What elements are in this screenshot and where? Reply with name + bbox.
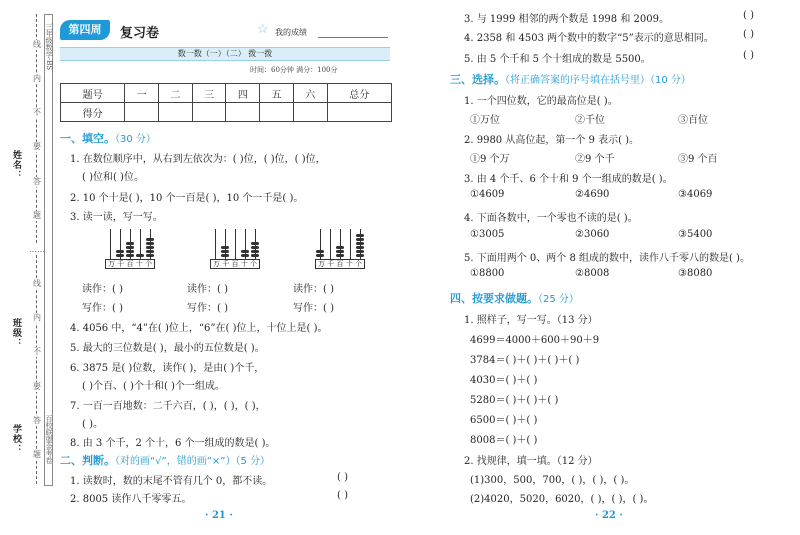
- choice-2: 2. 9980 从高位起，第一个 9 表示( )。: [464, 135, 640, 146]
- side-strip: [44, 14, 53, 486]
- table-cell: 二: [159, 84, 193, 103]
- choice-2-option-c: ③9 个百: [678, 154, 718, 165]
- cut-line-text: 线 内 不 要 答 题 …… 线 内 不 要 答 题: [29, 40, 45, 459]
- judge-1-answer[interactable]: ( ): [337, 472, 348, 483]
- abacus-row: [95, 227, 385, 272]
- choice-3-option-a: ①4609: [470, 189, 505, 200]
- read-answer-3: 读作：( ): [293, 284, 334, 295]
- section-fill-blank: 一、填空。（30 分）: [60, 132, 156, 145]
- table-cell: 三: [192, 84, 226, 103]
- table-cell: 四: [226, 84, 260, 103]
- score-cell[interactable]: [125, 103, 159, 122]
- question-4: 4. 4056 中，“4”在( )位上，“6”在( )位上，十位上是( )。: [70, 323, 328, 334]
- score-table: [60, 83, 392, 122]
- choice-1-option-b: ②千位: [575, 115, 605, 126]
- question-7a: 7. 一百一百地数：二千六百，( )，( )，( )，: [70, 401, 266, 412]
- table-cell: 六: [293, 84, 327, 103]
- table-cell: 五: [260, 84, 294, 103]
- choice-2-option-a: ①9 个万: [470, 154, 510, 165]
- task-1-line: 3784＝( )＋( )＋( )＋( ): [470, 355, 580, 366]
- score-cell[interactable]: [293, 103, 327, 122]
- choice-4-option-a: ①3005: [470, 229, 505, 240]
- score-label: 我的成绩: [275, 28, 307, 37]
- choice-2-option-b: ②9 个千: [575, 154, 615, 165]
- task-1-line: 8008＝( )＋( ): [470, 435, 538, 446]
- question-1a: 1. 在数位顺序中，从右到左依次为：( )位，( )位，( )位，: [70, 154, 326, 165]
- page-number: · 22 ·: [595, 510, 623, 521]
- class-label: 班级：: [11, 318, 21, 348]
- task-1-example: 4699＝4000＋600＋90＋9: [470, 335, 600, 346]
- question-3: 3. 读一读，写一写。: [70, 212, 163, 223]
- question-1b: ( )位和( )位。: [82, 172, 144, 183]
- judge-2-answer[interactable]: ( ): [337, 490, 348, 501]
- choice-1-option-c: ③百位: [678, 115, 708, 126]
- right-page: [400, 0, 800, 535]
- score-line[interactable]: [318, 37, 388, 38]
- task-1-line: 5280＝( )＋( )＋( ): [470, 395, 559, 406]
- judge-3: 3. 与 1999 相邻的两个数是 1998 和 2009。: [464, 14, 669, 25]
- question-7b: ( )。: [82, 419, 103, 430]
- task-1-line: 6500＝( )＋( ): [470, 415, 538, 426]
- grade-strip-text: 三年级数学·BS: [45, 23, 53, 71]
- task-2-line: (2)4020，5020，6020，( )，( )，( )。: [470, 494, 654, 505]
- choice-5-option-c: ③8080: [678, 268, 713, 279]
- choice-5-option-b: ②8008: [575, 268, 610, 279]
- abacus-diagram: [315, 227, 365, 271]
- abacus-place-labels: 万 千 百 十 个: [105, 259, 155, 269]
- publisher-strip-text: 百校联盟金考卷: [45, 415, 53, 464]
- abacus-place-labels: 万 千 百 十 个: [210, 259, 260, 269]
- school-label: 学校：: [11, 424, 21, 454]
- read-answer-2: 读作：( ): [187, 284, 228, 295]
- judge-4: 4. 2358 和 4503 两个数中的数字“5”表示的意思相同。: [464, 33, 714, 44]
- section-tasks: 四、按要求做题。（25 分）: [450, 292, 579, 305]
- write-answer-3: 写作：( ): [293, 303, 334, 314]
- judge-5-answer[interactable]: ( ): [743, 50, 754, 61]
- section-judge: 二、判断。（对的画“√”，错的画“×”）（5 分）: [60, 454, 271, 467]
- table-cell: 总分: [327, 84, 391, 103]
- question-6a: 6. 3875 是( )位数，读作( )，是由( )个千，: [70, 363, 265, 374]
- score-cell[interactable]: [226, 103, 260, 122]
- abacus-diagram: [105, 227, 155, 271]
- star-icon: ☆: [257, 22, 269, 37]
- choice-5-option-a: ①8800: [470, 268, 505, 279]
- unit-bar: 数一数（一）（二） 拨一拨: [60, 47, 390, 61]
- write-answer-1: 写作：( ): [82, 303, 123, 314]
- choice-3: 3. 由 4 个千、6 个十和 9 个一组成的数是( )。: [464, 174, 673, 185]
- score-cell[interactable]: [159, 103, 193, 122]
- table-row: [61, 84, 392, 103]
- task-1-line: 4030＝( )＋( ): [470, 375, 538, 386]
- read-answer-1: 读作：( ): [82, 284, 123, 295]
- time-info: 时间：60分钟 满分：100分: [250, 66, 338, 74]
- judge-2: 2. 8005 读作八千零零五。: [70, 494, 192, 505]
- question-2: 2. 10 个十是( )，10 个一百是( )，10 个一千是( )。: [70, 193, 304, 204]
- score-cell[interactable]: [192, 103, 226, 122]
- choice-1: 1. 一个四位数，它的最高位是( )。: [464, 96, 618, 107]
- score-cell[interactable]: [327, 103, 391, 122]
- table-cell: 题号: [61, 84, 125, 103]
- task-2-line: (1)300，500，700，( )，( )，( )。: [470, 475, 635, 486]
- choice-4-option-b: ②3060: [575, 229, 610, 240]
- week-badge: 第四周: [60, 20, 110, 40]
- score-cell[interactable]: [260, 103, 294, 122]
- table-cell: 一: [125, 84, 159, 103]
- question-6b: ( )个百、( )个十和( )个一组成。: [82, 381, 225, 392]
- task-1: 1. 照样子，写一写。（13 分）: [464, 315, 598, 326]
- judge-4-answer[interactable]: ( ): [743, 29, 754, 40]
- choice-3-option-c: ③4069: [678, 189, 713, 200]
- question-8: 8. 由 3 个千，2 个十，6 个一组成的数是( )。: [70, 438, 276, 449]
- table-cell: 得分: [61, 103, 125, 122]
- page-title: 复习卷: [120, 26, 160, 41]
- write-answer-2: 写作：( ): [187, 303, 228, 314]
- choice-4: 4. 下面各数中，一个零也不读的是( )。: [464, 213, 638, 224]
- section-choice: 三、选择。（将正确答案的序号填在括号里）（10 分）: [450, 73, 691, 86]
- choice-3-option-b: ②4690: [575, 189, 610, 200]
- choice-5: 5. 下面用两个 0、两个 8 组成的数中，读作八千零八的数是( )。: [464, 253, 750, 264]
- page-number: · 21 ·: [205, 510, 233, 521]
- name-label: 姓名：: [11, 150, 21, 180]
- judge-3-answer[interactable]: ( ): [743, 10, 754, 21]
- judge-5: 5. 由 5 个千和 5 个十组成的数是 5500。: [464, 54, 651, 65]
- abacus-diagram: [210, 227, 260, 271]
- task-2: 2. 找规律，填一填。（12 分）: [464, 456, 598, 467]
- question-5: 5. 最大的三位数是( )，最小的五位数是( )。: [70, 343, 265, 354]
- judge-1: 1. 读数时，数的末尾不管有几个 0，都不读。: [70, 476, 273, 487]
- abacus-place-labels: 万 千 百 十 个: [315, 259, 365, 269]
- binding-margin: [0, 0, 52, 535]
- table-row: [61, 103, 392, 122]
- choice-1-option-a: ①万位: [470, 115, 500, 126]
- choice-4-option-c: ③5400: [678, 229, 713, 240]
